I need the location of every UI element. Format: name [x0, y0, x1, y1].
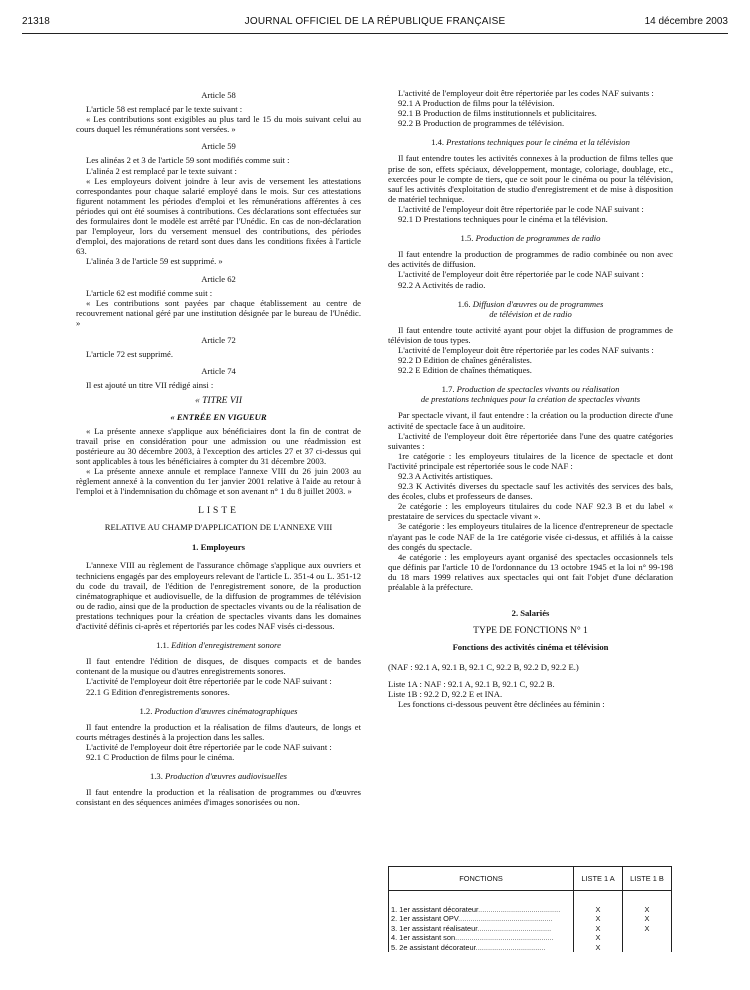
section-salaries: 2. Salariés [511, 608, 550, 619]
paragraph: L'annexe VIII au règlement de l'assurance chômage s'applique aux ouvriers et techniciens engagés par des employeurs relevant de l'article L. 351-4 ou L. 351-12 du code du travail, de l'édition de l'enregistrement sonore, de la production cinématographique et audiovisuelle, de la diffusion de programmes de télévision ou de radio, ainsi que de la production de spectacles vivants ou de la réalisation de prestations techniques pour la création de spectacles vivants dans les domaines d'activité définis ci-après et répertoriés par les codes NAF visés ci-dessous. [76, 560, 361, 632]
liste-1b-mark [623, 943, 672, 952]
fonction-label [389, 943, 574, 952]
paragraph: Il faut entendre la production de programmes de radio combinée ou non avec des activités de diffusion. [388, 249, 673, 270]
liste-1a-mark: X [574, 943, 623, 952]
paragraph: L'activité de l'employeur doit être répertoriée par le code NAF suivant : [398, 269, 644, 280]
subsection-1-1-title [76, 640, 361, 650]
subsection-1-7-title [388, 384, 673, 404]
fonction-label-text: 5. 2e assistant décorateur [391, 942, 476, 952]
paragraph: Les fonctions ci-dessous peuvent être déclinées au féminin : [398, 698, 605, 709]
table-row [389, 924, 672, 933]
naf-code: 92.2 E Edition de chaînes thématiques. [398, 365, 532, 376]
table-header-row [389, 867, 672, 891]
subsection-number: 1.3. [149, 771, 163, 782]
naf-code: 92.2 A Activités de radio. [398, 279, 486, 290]
article-58-title: Article 58 [201, 90, 236, 100]
liste-1a-mark: X [574, 933, 623, 942]
subsection-title: Edition d'enregistrement sonore [171, 640, 281, 651]
paragraph: L'alinéa 3 de l'article 59 est supprimé. » [86, 256, 223, 267]
column-header-liste-1a: LISTE 1 A [574, 867, 623, 891]
naf-code: 92.1 D Prestations techniques pour le cinéma et la télévision. [398, 214, 608, 225]
liste-heading: LISTE [198, 506, 239, 517]
paragraph: L'alinéa 2 est remplacé par le texte suivant : [86, 165, 237, 176]
naf-code: 92.1 C Production de films pour le cinéma. [86, 751, 235, 762]
leader-dots: .................................... [477, 923, 552, 933]
subsection-title-line2: de télévision et de radio [489, 308, 572, 319]
leader-dots: .................................. [475, 942, 546, 952]
liste-1b-mark [623, 933, 672, 942]
page-number: 21318 [22, 16, 50, 27]
fonction-label [389, 914, 574, 923]
fonctions-table [388, 866, 672, 952]
subsection-number: 1.1. [156, 640, 169, 651]
category-paragraph: 2e catégorie : les employeurs titulaires du code NAF 92.3 B et du label « prestataire de services du spectacle vivant ». [388, 501, 673, 522]
article-72-title: Article 72 [201, 334, 236, 345]
leader-dots: ........................................ [478, 905, 561, 914]
category-paragraph: 3e catégorie : les employeurs titulaires de la licence d'entrepreneur de spectacle n'ayant pas le code NAF de la 1re catégorie visée ci-dessus, et affiliés à la caisse des congés du spectacle. [388, 521, 673, 552]
paragraph: L'article 72 est supprimé. [86, 349, 173, 360]
paragraph: L'article 62 est modifié comme suit : [86, 287, 213, 298]
paragraph: L'activité de l'employeur doit être répertoriée dans l'une des quatre catégories suivantes : [388, 430, 673, 451]
liste-1a-mark: X [574, 891, 623, 915]
page-header [22, 16, 728, 32]
subsection-title: Diffusion d'œuvres ou de programmes [472, 298, 604, 309]
issue-date: 14 décembre 2003 [644, 16, 728, 27]
liste-1a-mark: X [574, 914, 623, 923]
table-row [389, 933, 672, 942]
journal-title: JOURNAL OFFICIEL DE LA RÉPUBLIQUE FRANÇAISE [244, 16, 506, 27]
table-row [389, 891, 672, 915]
right-column [388, 88, 673, 709]
liste-1b-mark: X [623, 924, 672, 933]
subsection-1-5-title [388, 233, 673, 243]
left-column [76, 90, 361, 807]
naf-code: 92.1 A Production de films pour la télévision. [398, 98, 555, 109]
subsection-title: Production d'œuvres audiovisuelles [165, 771, 288, 782]
paragraph: L'article 58 est remplacé par le texte suivant : [86, 104, 243, 115]
naf-code: 92.3 A Activités artistiques. [398, 471, 493, 481]
fonction-label [389, 924, 574, 933]
paragraph: L'activité de l'employeur doit être répertoriée par le code NAF suivant : [86, 676, 332, 687]
subsection-number: 1.4. [431, 137, 445, 148]
paragraph: « Les contributions sont payées par chaque établissement au centre de recouvrement national géré par une institution désignée par le bureau de l'Unédic. » [76, 297, 361, 328]
naf-code: 92.2 D Edition de chaînes généralistes. [398, 355, 532, 366]
paragraph: Il faut entendre la production et la réalisation de films d'auteurs, de longs et courts métrages destinés à la projection dans les salles. [76, 721, 361, 742]
subsection-1-2-title [76, 706, 361, 716]
liste-1a-line: Liste 1A : NAF : 92.1 A, 92.1 B, 92.1 C, 92.2 B. [388, 678, 555, 689]
paragraph: L'activité de l'employeur doit être répertoriée par les codes NAF suivants : [398, 88, 654, 98]
paragraph: « Les contributions sont exigibles au plus tard le 15 du mois suivant celui au cours duquel les rémunérations sont versées. » [76, 114, 361, 135]
table-row [389, 943, 672, 952]
paragraph: Il faut entendre toute activité ayant pour objet la diffusion de programmes de télévision de tous types. [388, 324, 673, 345]
paragraph: Les alinéas 2 et 3 de l'article 59 sont modifiés comme suit : [86, 155, 290, 166]
category-paragraph: 1re catégorie : les employeurs titulaires de la licence de spectacle et dont l'activité principale est répertoriée sous le code NAF : [388, 450, 673, 471]
subsection-title-line2: de prestations techniques pour la création de spectacles vivants [420, 394, 641, 405]
header-rule [22, 33, 728, 34]
paragraph: Il faut entendre l'édition de disques, de disques compacts et de bandes contenant de la musique ou d'autres enregistrements sonores. [76, 656, 361, 677]
liste-1b-mark: X [623, 914, 672, 923]
subsection-number: 1.7. [441, 384, 455, 395]
section-employeurs: 1. Employeurs [192, 542, 245, 553]
column-header-fonctions: FONCTIONS [389, 867, 574, 891]
paragraph: L'activité de l'employeur doit être répertoriée par le code NAF suivant : [86, 741, 332, 752]
subsection-1-3-title [76, 771, 361, 781]
subsection-1-4-title [388, 137, 673, 147]
liste-subheading: RELATIVE AU CHAMP D'APPLICATION DE L'ANNEXE VIII [104, 522, 333, 533]
paragraph: Par spectacle vivant, il faut entendre : la création ou la production directe d'une activité de spectacle face à un auditoire. [388, 410, 673, 431]
subsection-number: 1.5. [460, 233, 474, 244]
naf-code: 92.2 B Production de programmes de télévision. [398, 118, 565, 129]
table-row [389, 914, 672, 923]
leader-dots: .............................................. [458, 914, 553, 924]
titre-vii-heading: « TITRE VII [195, 396, 242, 407]
naf-code: 22.1 G Edition d'enregistrements sonores. [86, 686, 230, 697]
liste-1b-line: Liste 1B : 92.2 D, 92.2 E et INA. [388, 688, 503, 699]
fonction-label-text: 3. 1er assistant réalisateur [391, 923, 478, 933]
paragraph: Il est ajouté un titre VII rédigé ainsi : [86, 380, 214, 391]
paragraph: Il faut entendre la production et la réalisation de programmes ou d'œuvres consistant en des séquences animées d'images sonorisées ou non. [76, 787, 361, 808]
subsection-title: Prestations techniques pour le cinéma et la télévision [446, 137, 630, 148]
paragraph: « Les employeurs doivent joindre à leur avis de versement les attestations correspondantes pour chaque salarié employé dans le mois. Sur ces attestations figurent notamment les périodes d'emploi et les rémunérations afférentes à ces périodes qui ont été soumises à contributions. Ces déclarations sont effectuées sur des formulaires dont le modèle est arrêté par l'Unédic. En cas de non-déclaration par l'employeur, lors du versement mensuel des contributions, des périodes d'emploi, des majorations de retard sont dues dans les conditions fixées à l'article 63. [76, 175, 361, 257]
paragraph: « La présente annexe s'applique aux bénéficiaires dont la fin de contrat de travail prise en considération pour une admission ou une réadmission est postérieure au 30 décembre 2003, à l'exception des articles 27 et 37 ci-dessus qui sont applicables à tous les bénéficiaires à compter du 31 décembre 2003. [76, 425, 361, 466]
liste-1a-mark: X [574, 924, 623, 933]
subsection-1-6-title [388, 299, 673, 319]
fonction-label-text: 1. 1er assistant décorateur [391, 905, 479, 914]
article-74-title: Article 74 [201, 366, 236, 377]
article-59-title: Article 59 [201, 141, 236, 152]
naf-code: 92.3 K Activités diverses du spectacle sauf les activités des services des bals, des écoles, clubs et professeurs de danses. [388, 481, 673, 502]
paragraph: L'activité de l'employeur doit être répertoriée par le code NAF suivant : [398, 203, 644, 214]
subsection-title: Production de spectacles vivants ou réalisation [456, 384, 620, 395]
paragraph: L'activité de l'employeur doit être répertoriée par les codes NAF suivants : [398, 344, 654, 355]
naf-code: 92.1 B Production de films institutionnels et publicitaires. [398, 108, 597, 119]
fonction-label-text: 4. 1er assistant son [391, 933, 456, 943]
fonction-label [389, 933, 574, 942]
fonctions-title: Fonctions des activités cinéma et télévision [452, 642, 609, 653]
paragraph: Il faut entendre toutes les activités connexes à la production de films telles que prise de son, effets spéciaux, développement, montage, coloriage, doublage, etc., exercées pour le compte de tiers, que ce soit pour le cinéma ou pour la télévision, sauf les activités d'exploitation de studio d'enregistrement et de mise à disposition de matériel technique. [388, 153, 673, 204]
column-header-liste-1b: LISTE 1 B [623, 867, 672, 891]
leader-dots: ................................................ [455, 933, 554, 943]
paragraph: « La présente annexe annule et remplace l'annexe VIII du 26 juin 2003 au règlement annexé à la convention du 1er janvier 2001 relative à l'aide au retour à l'emploi et à l'indemnisation du chômage et son avenant n° 1 du 8 juillet 2003. » [76, 465, 361, 497]
subsection-title: Production de programmes de radio [475, 233, 601, 244]
category-paragraph: 4e catégorie : les employeurs ayant organisé des spectacles occasionnels tels que définis par l'article 10 de l'ordonnance du 13 octobre 1945 et la loi n° 99-198 du 18 mars 1999 relatives aux spectacles qui ont fait l'objet d'une déclaration préalable à la préfecture. [388, 551, 673, 593]
naf-list-line: (NAF : 92.1 A, 92.1 B, 92.1 C, 92.2 B, 92.2 D, 92.2 E.) [388, 662, 579, 673]
entree-heading: « ENTRÉE EN VIGUEUR [170, 412, 267, 423]
article-62-title: Article 62 [201, 273, 236, 284]
subsection-number: 1.2. [139, 705, 153, 716]
type-fonctions-heading: TYPE DE FONCTIONS N° 1 [473, 626, 588, 637]
fonction-label [389, 891, 574, 915]
fonction-label-text: 2. 1er assistant OPV [391, 914, 459, 924]
subsection-title: Production d'œuvres cinématographiques [154, 705, 298, 716]
liste-1b-mark: X [623, 891, 672, 915]
subsection-number: 1.6. [457, 298, 471, 309]
